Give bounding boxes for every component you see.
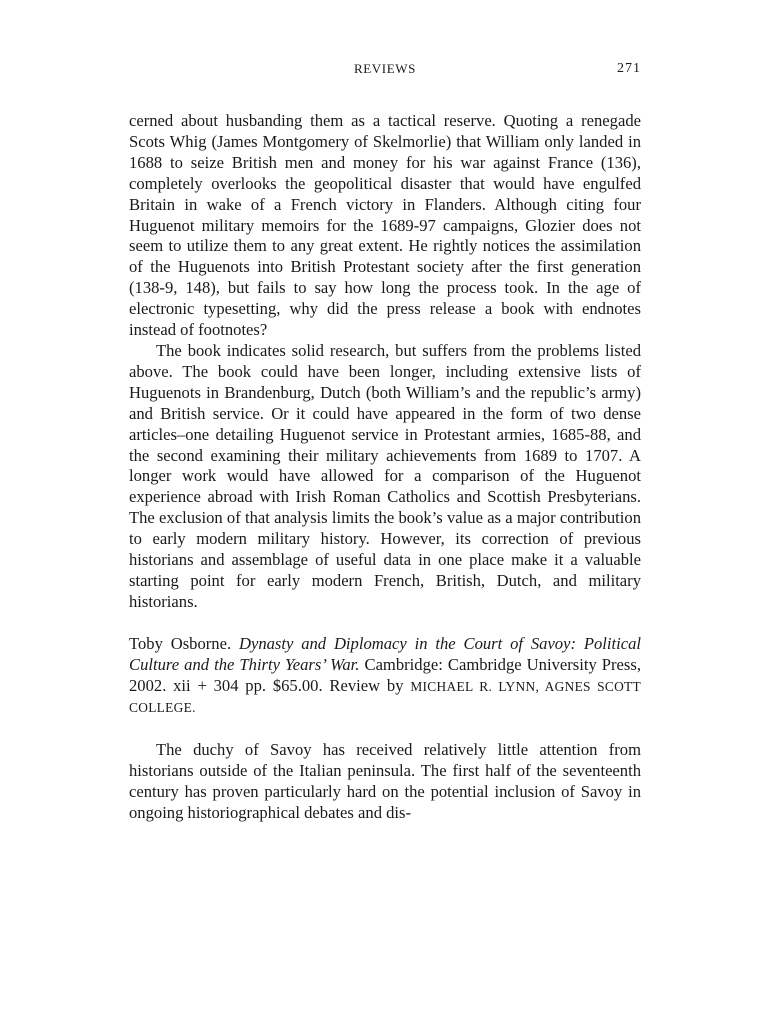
body-text	[129, 111, 641, 824]
review-book-author: Toby Osborne.	[129, 633, 232, 653]
paragraph-conclusion: The book indicates solid research, but suffers from the problems listed above. The book could have been longer, including extensive lists of Huguenots in Brandenburg, Dutch (both William’s and the republic’s army) and British service. Or it could have appeared in the form of two dense articles–one detailing Huguenot service in Protestant armies, 1685-88, and the second examining their military achievements from 1689 to 1707. A longer work would have allowed for a comparison of the Huguenot experience abroad with Irish Roman Catholics and Scottish Presbyterians. The exclusion of that analysis limits the book’s value as a major contribution to early modern military history. However, its correction of previous historians and assemblage of useful data in one place make it a valuable starting point for early modern French, British, Dutch, and military historians.	[129, 340, 641, 611]
reviewer-name: MICHAEL R. LYNN, AGNES SCOTT COLLEGE.	[129, 678, 642, 716]
review-publication-info: Cambridge: Cambridge University Press, 2002. xii + 304 pp. $65.00. Review by	[129, 654, 641, 695]
paragraph-review-opening: The duchy of Savoy has received relatively little attention from historians outside of the Italian peninsula. The first half of the seventeenth century has proven particularly hard on the potential inclusion of Savoy in ongoing historiographical debates and dis-	[129, 740, 641, 823]
review-heading	[129, 634, 641, 720]
paragraph-continuation: cerned about husbanding them as a tactical reserve. Quoting a renegade Scots Whig (James Montgomery of Skelmorlie) that William only landed in 1688 to seize British men and money for his war against France (136), completely overlooks the geopolitical disaster that would have engulfed Britain in wake of a French victory in Flanders. Although citing four Huguenot military memoirs for the 1689-97 campaigns, Glozier does not seem to utilize them to any great extent. He rightly notices the assimilation of the Huguenots into British Protestant society after the first generation (138-9, 148), but fails to say how long the process took. In the age of electronic typesetting, why did the press release a book with endnotes instead of footnotes?	[129, 111, 641, 340]
review-book-title: Dynasty and Diplomacy in the Court of Savoy: Political Culture and the Thirty Years’ War.	[129, 633, 642, 674]
page-number: 271	[617, 61, 641, 76]
running-head	[129, 61, 641, 79]
section-gap	[129, 719, 641, 740]
running-title: REVIEWS	[354, 61, 416, 76]
